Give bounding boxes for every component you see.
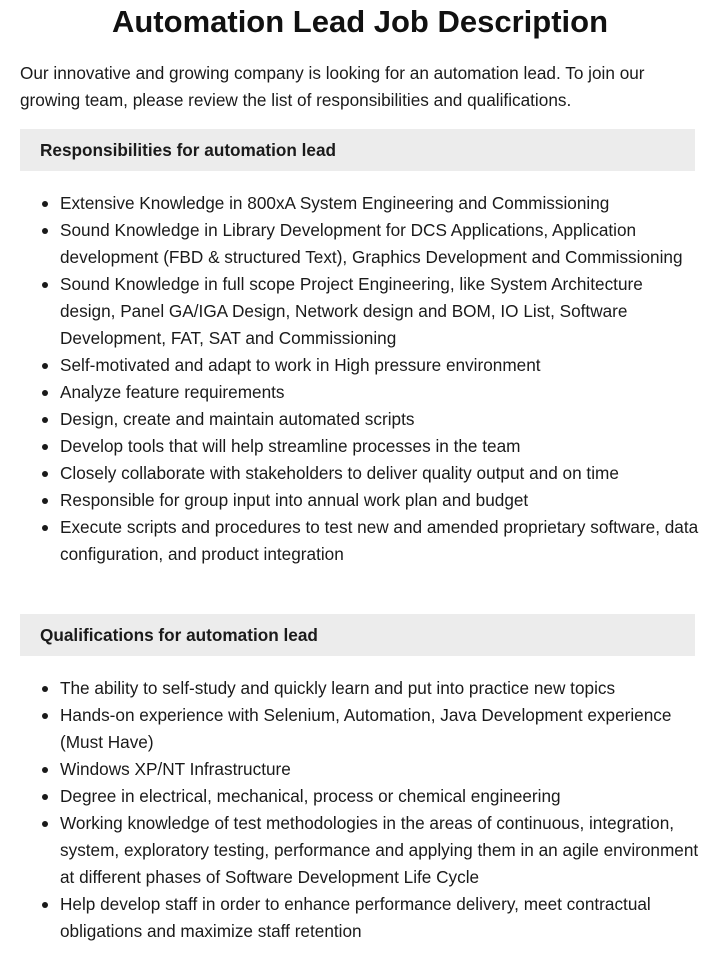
responsibility-text: Execute scripts and procedures to test new and amended proprietary software, data configuration, and product integration (60, 517, 699, 564)
qualification-text: Help develop staff in order to enhance performance delivery, meet contractual obligations and maximize staff retention (60, 894, 651, 941)
page-title: Automation Lead Job Description (111, 4, 609, 39)
responsibility-text: Develop tools that will help streamline processes in the team (60, 436, 521, 456)
responsibility-text: Closely collaborate with stakeholders to deliver quality output and on time (60, 463, 619, 483)
responsibilities-list (20, 190, 700, 568)
bullet-icon (42, 282, 48, 288)
responsibilities-header: Responsibilities for automation lead (20, 129, 695, 171)
list-item (20, 379, 700, 406)
list-item (20, 271, 700, 352)
responsibility-text: Self-motivated and adapt to work in High pressure environment (60, 355, 541, 375)
list-item (20, 514, 700, 568)
qualification-text: Windows XP/NT Infrastructure (60, 759, 291, 779)
qualification-text: Hands-on experience with Selenium, Automation, Java Development experience (Must Have) (60, 705, 672, 752)
responsibility-text: Extensive Knowledge in 800xA System Engineering and Commissioning (60, 193, 610, 213)
bullet-icon (42, 713, 48, 719)
responsibility-text: Design, create and maintain automated scripts (60, 409, 415, 429)
list-item (20, 352, 700, 379)
bullet-icon (42, 767, 48, 773)
list-item (20, 190, 700, 217)
bullet-icon (42, 525, 48, 531)
list-item (20, 756, 700, 783)
qualification-text: The ability to self-study and quickly learn and put into practice new topics (60, 678, 616, 698)
bullet-icon (42, 417, 48, 423)
bullet-icon (42, 794, 48, 800)
bullet-icon (42, 498, 48, 504)
bullet-icon (42, 471, 48, 477)
list-item (20, 783, 700, 810)
responsibility-text: Analyze feature requirements (60, 382, 285, 402)
bullet-icon (42, 821, 48, 827)
list-item (20, 433, 700, 460)
bullet-icon (42, 444, 48, 450)
list-item (20, 675, 700, 702)
responsibility-text: Sound Knowledge in Library Development for DCS Applications, Application development (FBD & structured Text), Graphics Development and Commissioning (60, 220, 683, 267)
bullet-icon (42, 228, 48, 234)
list-item (20, 702, 700, 756)
bullet-icon (42, 902, 48, 908)
list-item (20, 487, 700, 514)
list-item (20, 460, 700, 487)
qualifications-list (20, 675, 700, 945)
list-item (20, 891, 700, 945)
responsibility-text: Sound Knowledge in full scope Project Engineering, like System Architecture design, Panel GA/IGA Design, Network design and BOM, IO List, Software Development, FAT, SAT and Commissioning (60, 274, 643, 348)
bullet-icon (42, 363, 48, 369)
intro-paragraph: Our innovative and growing company is looking for an automation lead. To join our growing team, please review the list of responsibilities and qualifications. (20, 63, 645, 110)
qualification-text: Degree in electrical, mechanical, process or chemical engineering (60, 786, 561, 806)
list-item (20, 406, 700, 433)
responsibility-text: Responsible for group input into annual work plan and budget (60, 490, 529, 510)
bullet-icon (42, 686, 48, 692)
qualifications-header: Qualifications for automation lead (20, 614, 695, 656)
bullet-icon (42, 390, 48, 396)
list-item (20, 217, 700, 271)
qualification-text: Working knowledge of test methodologies in the areas of continuous, integration, system, exploratory testing, performance and applying them in an agile environment at different phases of Software Development Life Cycle (60, 813, 699, 887)
bullet-icon (42, 201, 48, 207)
list-item (20, 810, 700, 891)
